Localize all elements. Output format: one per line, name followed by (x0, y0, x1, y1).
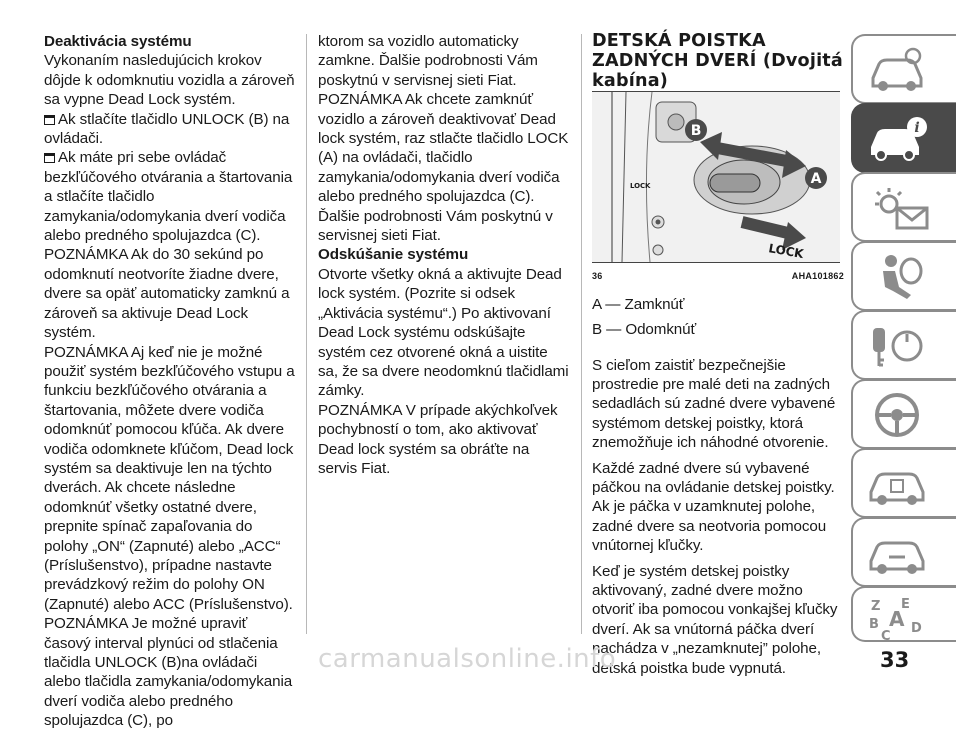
svg-text:D: D (911, 621, 922, 636)
note-paragraph: POZNÁMKA Ak do 30 sekúnd po odomknutí neotvoríte žiadne dvere, dvere sa opäť automaticky zamknú a zároveň sa aktivuje Dead Lock systém. (44, 246, 290, 342)
emergency-triangle-icon (867, 458, 927, 510)
tab-starting-driving[interactable] (851, 310, 956, 380)
paragraph: Keď je systém detskej poistky aktivovaný, zadné dvere možno otvoriť iba pomocou vonkajšej kľučky dverí. Ak sa vnútorná páčka dverí nachádza v „nezamknutej” polohe, detská poistka bude vypnutá. (592, 562, 838, 677)
label-a: A (810, 171, 822, 188)
bullet-item: Ak stlačíte tlačidlo UNLOCK (B) na ovládači. (44, 110, 290, 148)
note-paragraph: POZNÁMKA V prípade akýchkoľvek pochybností o tom, ako aktivovať Dead lock systém sa obráťte na servis Fiat. (318, 401, 558, 477)
tab-instrument-panel[interactable] (851, 379, 956, 449)
lock-label: LOCK (767, 241, 805, 262)
paragraph: ktorom sa vozidlo automaticky zamkne. Ďalšie podrobnosti Vám poskytnú v servisnej sieti Fiat. (318, 33, 538, 89)
child-lock-figure (592, 91, 840, 263)
svg-text:B: B (869, 617, 879, 632)
tab-car-overview[interactable] (851, 34, 956, 104)
steering-wheel-icon (867, 389, 927, 441)
svg-text:A: A (889, 607, 905, 631)
paragraph: Každé zadné dvere sú vybavené páčkou na ovládanie detskej poistky. Ak je páčka v uzamknutej polohe, zadné dvere sa neotvoria pomocou vnútornej kľučky. (592, 459, 835, 555)
section-heading-deactivation: Deaktivácia systému (44, 33, 192, 50)
paragraph: Otvorte všetky okná a aktivujte Dead lock systém. (Pozrite si odsek „Aktivácia systému“.) Po aktivovaní Dead Lock systému odskúšajte systém cez otvorené okná a uistite sa, že sa dvere neodomknú tlačidlami zámky. (318, 265, 569, 400)
door-lock-illustration (592, 92, 840, 262)
airbag-safety-icon (867, 251, 927, 303)
column-2 (318, 32, 570, 478)
label-b: B (690, 123, 702, 140)
car-info-icon (867, 113, 927, 165)
figure-code: AHA101862 (791, 271, 844, 282)
tab-maintenance[interactable] (851, 517, 956, 587)
column-divider (306, 34, 307, 634)
note-paragraph: POZNÁMKA Aj keď nie je možné použiť systém bezkľúčového vstupu a funkciu bezkľúčového otvárania a štartovania, môžete dvere vodiča odomknúť pomocou kľúča. Ak dvere vodiča odomknete kľúčom, Dead lock systém sa deaktivuje len na týchto dverách. Ak chcete následne odomknúť všetky ostatné dvere, prepnite spínač zapaľovania do polohy „ON“ (Zapnuté) alebo „ACC“ (Príslušenstvo), prípadne nastavte prevádzkový režim do polohy ON (Zapnuté) alebo ACC (Príslušenstvo). (44, 343, 295, 613)
tab-safety[interactable] (851, 241, 956, 311)
svg-text:E: E (901, 597, 910, 612)
checkbox-bullet-icon (44, 153, 55, 163)
key-ignition-icon (867, 320, 927, 372)
svg-text:Z: Z (871, 599, 881, 614)
legend-item-b: B — Odomknúť (592, 321, 697, 339)
section-heading-child-lock: DETSKÁ POISTKA ZADNÝCH DVERÍ (Dvojitá kabína) (592, 31, 843, 91)
paragraph: S cieľom zaistiť bezpečnejšie prostredie pre malé deti na zadných sedadlách sú zadné dvere vybavené systémom detskej poistky, ktorá znemožňuje ich náhodné otvorenie. (592, 356, 836, 452)
note-paragraph: POZNÁMKA Ak chcete zamknúť vozidlo a zároveň deaktivovať Dead lock systém, raz stlačte tlačidlo LOCK (A) na ovládači, tlačidlo zamykania/odomykania dverí vodiča alebo predného spolujazdca (C). Ďalšie podrobnosti Vám poskytnú v servisnej sieti Fiat. (318, 91, 569, 245)
note-paragraph: POZNÁMKA Je možné upraviť časový interval plynúci od stlačenia tlačidla UNLOCK (B)na ovládači alebo tlačidla zamykania/odomykania dverí vodiča alebo predného spolujazdca (C), po (44, 615, 293, 730)
svg-text:C: C (881, 629, 891, 642)
car-service-icon (867, 527, 927, 579)
checkbox-bullet-icon (44, 115, 55, 125)
section-heading-testing: Odskúšanie systému (318, 246, 469, 264)
watermark: carmanualsonline.info (318, 644, 617, 674)
tab-warning-lights[interactable] (851, 172, 956, 242)
alphabetical-index-icon (867, 596, 927, 642)
tab-emergency[interactable] (851, 448, 956, 518)
bullet-item: Ak máte pri sebe ovládač bezkľúčového otvárania a štartovania a stlačíte tlačidlo zamykania/odomykania dverí vodiča alebo predného spolujazdca (C). (44, 149, 293, 245)
page-number: 33 (880, 648, 910, 672)
small-lock-label: LOCK (630, 182, 651, 191)
column-divider (581, 34, 582, 634)
car-overview-icon (867, 44, 927, 96)
paragraph: Vykonaním nasledujúcich krokov dôjde k odomknutiu vozidla a zároveň sa vypne Dead Lock systém. (44, 52, 295, 109)
legend-item-a: A — Zamknúť (592, 295, 685, 313)
tab-index[interactable] (851, 586, 956, 642)
column-3 (592, 32, 844, 684)
svg-text:i: i (914, 120, 920, 136)
figure-number: 36 (592, 271, 603, 282)
column-1 (44, 32, 296, 731)
figure-caption (592, 267, 844, 286)
tab-car-info[interactable] (851, 103, 956, 173)
warning-light-message-icon (867, 182, 931, 234)
